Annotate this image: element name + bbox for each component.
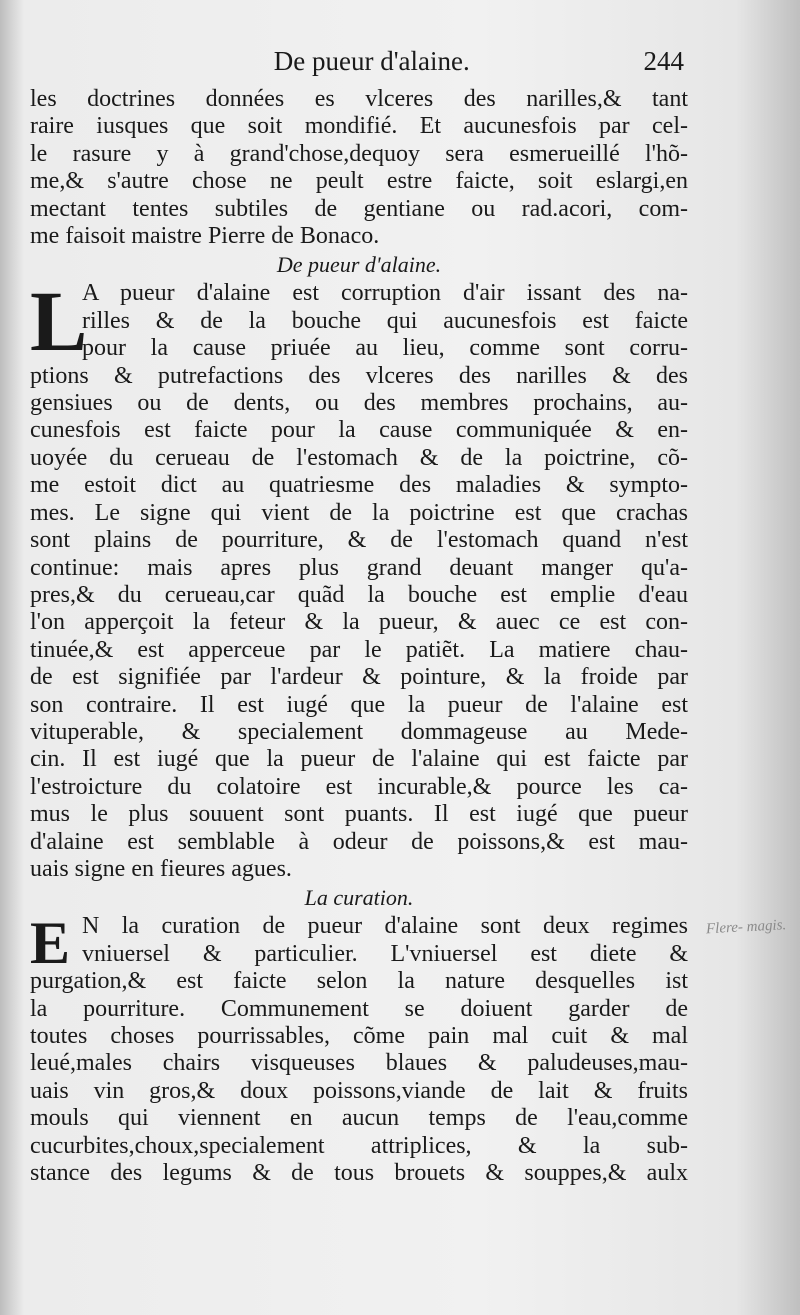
text-line: raire iusques que soit mondifié. Et aucunesfois par cel- [30,113,688,140]
running-title: De pueur d'alaine. [273,46,470,76]
text-line: rilles & de la bouche qui aucunesfois est faicte [82,307,688,334]
section-heading: La curation. [304,885,414,911]
paragraph-pueur [30,273,688,883]
text-line: continue: mais apres plus grand deuant manger qu'a- [30,554,688,581]
text-line: stance des legums & de tous brouets & souppes,& aulx [30,1160,688,1187]
text-line: A pueur d'alaine est corruption d'air issant des na- [82,280,688,307]
text-line: mus le plus souuent sont puants. Il est iugé que pueur [30,801,688,828]
text-line: l'on apperçoit la feteur & la pueur, & auec ce est con- [30,609,688,636]
text-line: vniuersel & particulier. L'vniuersel est diete & [82,940,688,967]
text-line: mouls qui viennent en aucun temps de l'eau,comme [30,1105,688,1132]
margin-note: Flere- magis. [705,917,787,938]
section-heading: De pueur d'alaine. [276,252,442,278]
text-line: gensiues ou de dents, ou des membres prochains, au- [30,390,688,417]
text-line: leué,males chairs visqueuses blaues & paludeuses,mau- [30,1050,688,1077]
text-line: le rasure y à grand'chose,dequoy sera esmerueillé l'hõ- [30,140,688,167]
text-line: vituperable, & specialement dommageuse au Mede- [30,718,688,745]
text-line: uais signe en fieures agues. [30,855,292,882]
text-block [30,48,688,1187]
text-line: mes. Le signe qui vient de la poictrine est que crachas [30,499,688,526]
drop-cap: L [30,273,88,370]
text-line: la pourriture. Communement se doiuent garder de [30,995,688,1022]
text-line: uais vin gros,& doux poissons,viande de lait & fruits [30,1077,688,1104]
text-line: tinuée,& est apperceue par le patiẽt. La matiere chau- [30,636,688,663]
text-line: purgation,& est faicte selon la nature desquelles ist [30,968,688,995]
text-line: son contraire. Il est iugé que la pueur de l'alaine est [30,691,688,718]
text-line: cin. Il est iugé que la pueur de l'alaine qui est faicte par [30,746,688,773]
text-line: pour la cause priuée au lieu, comme sont corru- [82,335,688,362]
text-line: d'alaine est semblable à odeur de poissons,& est mau- [30,828,688,855]
text-line: toutes choses pourrissables, cõme pain mal cuit & mal [30,1023,688,1049]
page-header [30,48,688,86]
text-line: me estoit dict au quatriesme des maladies & sympto- [30,472,688,499]
page-number: 244 [643,46,684,76]
text-line: pres,& du cerueau,car quãd la bouche est emplie d'eau [30,581,688,608]
text-line: uoyée du cerueau de l'estomach & de la poictrine, cõ- [30,444,688,471]
text-line: de est signifiée par l'ardeur & pointure, & la froide par [30,664,688,691]
drop-cap: E [30,910,71,977]
text-line: cunesfois est faicte pour la cause communiquée & en- [30,417,688,444]
text-line: mectant tentes subtiles de gentiane ou rad.acori, com- [30,195,688,222]
text-line: me faisoit maistre Pierre de Bonaco. [30,223,380,250]
continued-paragraph [30,86,688,250]
paragraph-curation [30,910,688,1187]
text-line: cucurbites,choux,specialement attriplices, & la sub- [30,1132,688,1159]
text-line: l'estroicture du colatoire est incurable,& pource les ca- [30,773,688,800]
text-line: N la curation de pueur d'alaine sont deux regimes [82,913,688,940]
text-line: sont plains de pourriture, & de l'estomach quand n'est [30,527,688,554]
text-line: ptions & putrefactions des vlceres des narilles & des [30,362,688,389]
text-line: me,& s'autre chose ne peult estre faicte, soit eslargi,en [30,168,688,195]
text-line: les doctrines données es vlceres des narilles,& tant [30,86,688,112]
